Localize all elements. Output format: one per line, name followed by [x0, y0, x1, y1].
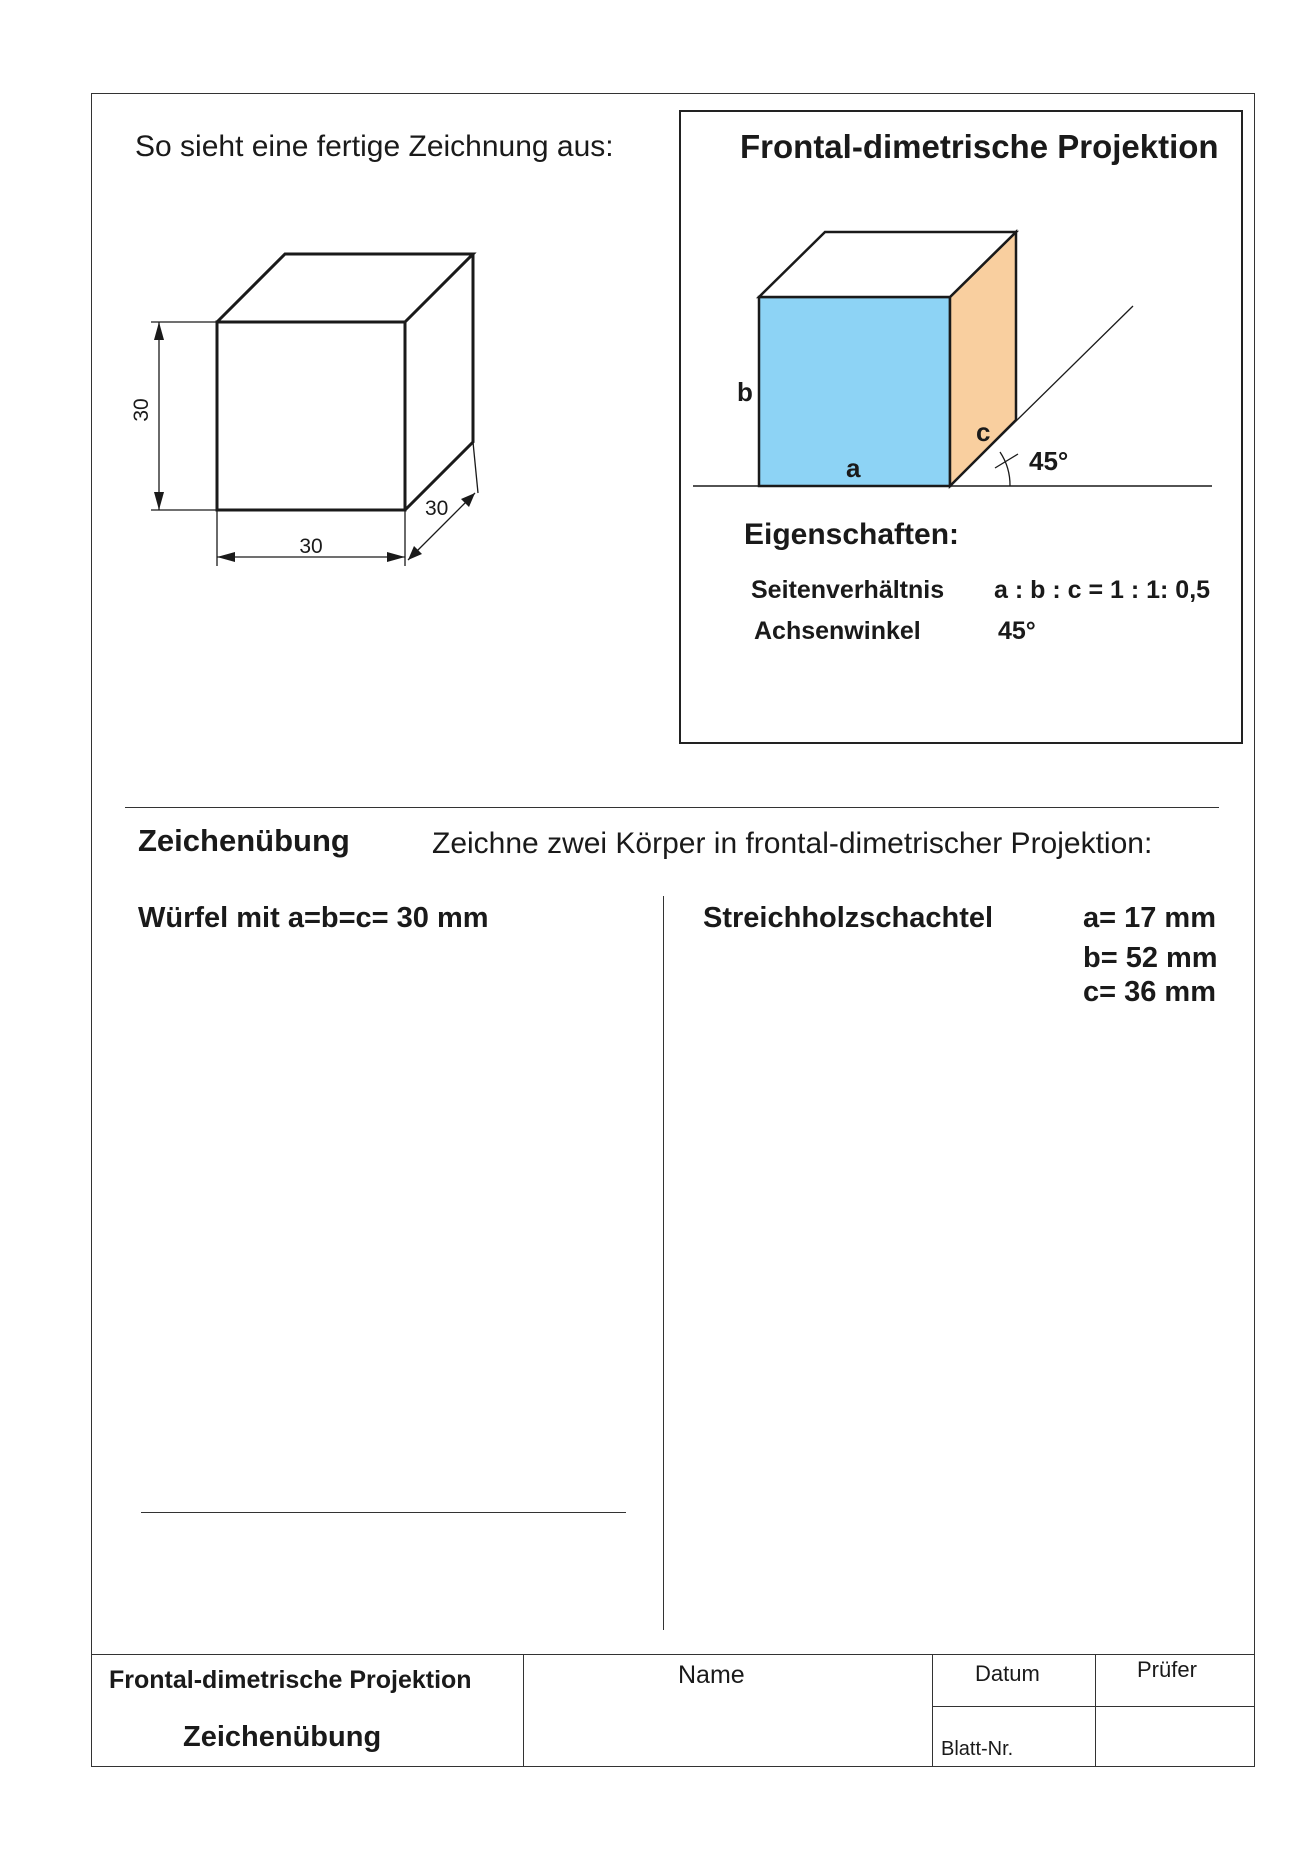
title-block-divider	[1095, 1654, 1096, 1767]
projection-label-a: a	[846, 453, 861, 483]
properties-title: Eigenschaften:	[744, 518, 960, 551]
property-name: Seitenverhältnis	[751, 576, 945, 604]
exercise-title: Zeichenübung	[138, 823, 350, 858]
projection-angle-label: 45°	[1029, 446, 1069, 476]
exercise-description: Zeichne zwei Körper in frontal-dimetrischer Projektion:	[432, 827, 1153, 860]
property-value: 45°	[998, 617, 1036, 645]
answer-line	[141, 1512, 626, 1513]
property-name: Achsenwinkel	[754, 617, 921, 645]
projection-label-c: c	[976, 417, 991, 447]
dimension-a: a= 17 mm	[1083, 902, 1217, 934]
title-block-subtitle: Zeichenübung	[183, 1721, 382, 1753]
title-block-title: Frontal-dimetrische Projektion	[109, 1666, 472, 1694]
vertical-divider	[663, 896, 664, 1630]
blatt-label: Blatt-Nr.	[941, 1738, 1014, 1760]
datum-label: Datum	[975, 1661, 1040, 1686]
title-block-divider	[523, 1654, 524, 1767]
property-value: a : b : c = 1 : 1: 0,5	[994, 576, 1211, 604]
section-divider	[125, 807, 1219, 808]
dimension-b: b= 52 mm	[1083, 942, 1218, 974]
title-block-border	[91, 1654, 1255, 1655]
projection-title: Frontal-dimetrische Projektion	[740, 128, 1219, 165]
intro-text: So sieht eine fertige Zeichnung aus:	[135, 130, 614, 163]
right-task-label: Streichholzschachtel	[703, 902, 994, 934]
left-task-label: Würfel mit a=b=c= 30 mm	[138, 902, 489, 934]
dim-label-height: 30	[130, 398, 153, 422]
dim-label-width: 30	[299, 535, 323, 558]
dimension-c: c= 36 mm	[1083, 976, 1217, 1008]
title-block-divider	[932, 1654, 933, 1767]
angle-arc	[1000, 452, 1010, 486]
projection-label-b: b	[737, 377, 753, 407]
dim-label-depth: 30	[425, 497, 449, 520]
pruefer-label: Prüfer	[1137, 1657, 1197, 1682]
title-block-divider	[932, 1706, 1255, 1707]
name-label: Name	[678, 1661, 745, 1689]
